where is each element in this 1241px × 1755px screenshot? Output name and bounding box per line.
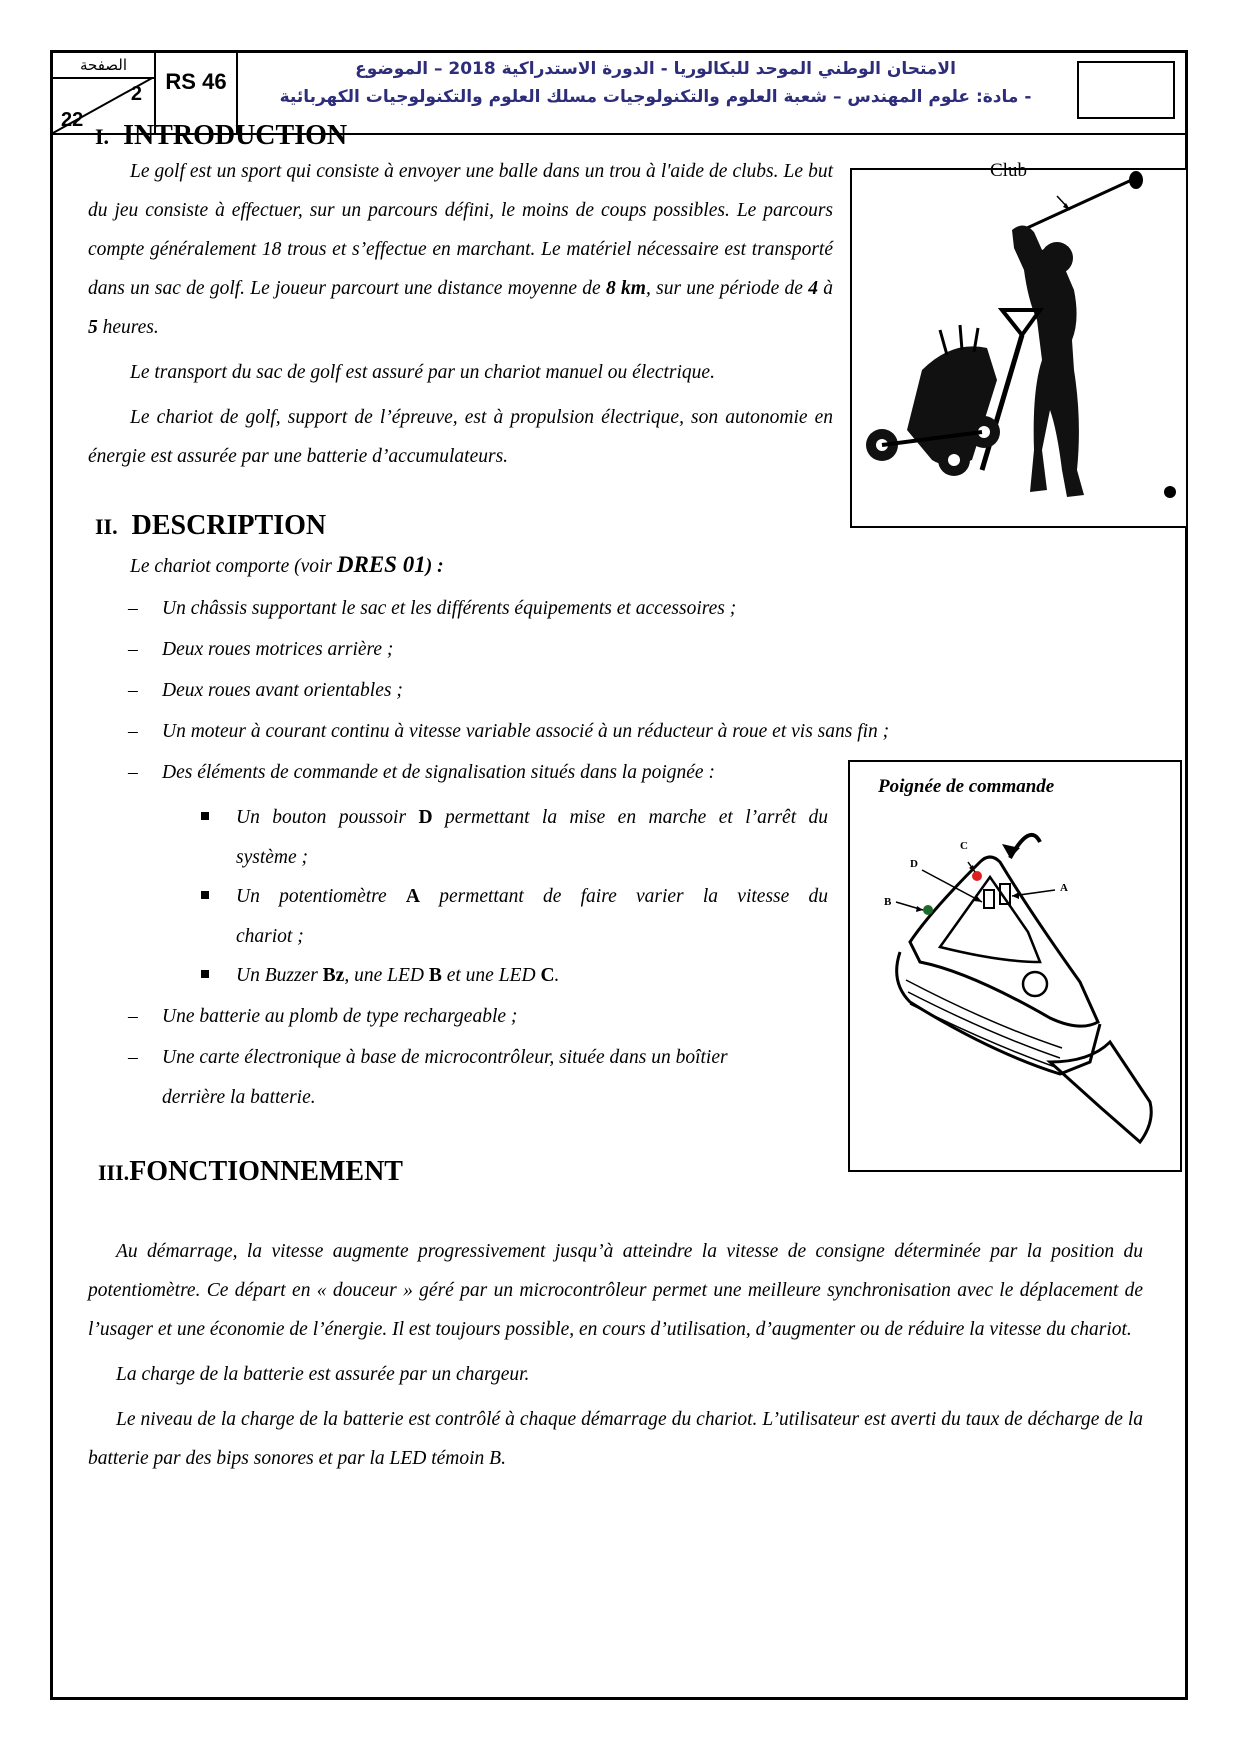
total-pages: 22 — [61, 109, 84, 131]
description-intro-text: Le chariot comporte (voir — [130, 556, 333, 577]
intro-p1-end: heures. — [102, 317, 159, 338]
led-b-dot — [923, 905, 933, 915]
section-1-number: I. — [95, 124, 110, 149]
page-label: الصفحة — [53, 55, 154, 79]
sub-item-text: , une LED — [344, 965, 424, 986]
list-item-text: Des éléments de commande et de signalisation situés dans la poignée : — [162, 762, 715, 783]
pot-a-label: A — [405, 886, 421, 907]
led-b-label: B — [428, 965, 442, 986]
exam-title — [238, 53, 1073, 133]
sub-item-text: . — [554, 965, 560, 986]
handle-illustration — [850, 762, 1180, 1170]
handle-label-c: C — [960, 840, 968, 852]
led-c-dot — [972, 871, 982, 881]
sub-item-pot-line — [236, 877, 828, 916]
intro-p1-mid: , sur une période de — [645, 278, 803, 299]
bullet-square — [201, 812, 209, 820]
bullet-square — [201, 891, 209, 899]
sub-item-text: Un Buzzer — [236, 965, 318, 986]
operation-paragraph-3: Le niveau de la charge de la batterie est contrôlé à chaque démarrage du chariot. L’utilisateur est averti du taux de décharge de la batterie par des bips sonores et par la LED témoin B. — [88, 1409, 1143, 1469]
intro-paragraph-1 — [88, 152, 833, 347]
sub-item-pot-line-2: chariot ; — [236, 926, 304, 947]
list-item-text: Un châssis supportant le sac et les différents équipements et accessoires ; — [162, 598, 737, 619]
sub-item-button-line — [236, 798, 828, 837]
sub-item-text: Un bouton poussoir — [236, 807, 407, 828]
list-item-text: Une batterie au plomb de type rechargeable ; — [162, 1006, 518, 1027]
intro-paragraph-3: Le chariot de golf, support de l’épreuve, est à propulsion électrique, son autonomie en énergie est assurée par une batterie d’accumulateurs. — [88, 407, 833, 467]
handle-label-d: D — [910, 858, 918, 870]
dres-reference: DRES 01 — [336, 552, 426, 577]
golfer-figure — [850, 160, 1188, 528]
exam-title-line-2: - مادة: علوم المهندس – شعبة العلوم والتكنولوجيات مسلك العلوم والتكنولوجيات الكهربائية — [279, 87, 1032, 107]
handle-label-a: A — [1060, 882, 1068, 894]
sub-item-signal-line — [236, 956, 559, 995]
sub-item-button-line-2: système ; — [236, 847, 309, 868]
section-2-heading — [95, 510, 326, 542]
grade-box — [1077, 61, 1175, 119]
operation-paragraph-1: Au démarrage, la vitesse augmente progressivement jusqu’à atteindre la vitesse de consigne déterminée par la position du potentiomètre. Ce départ en « douceur » géré par un microcontrôleur permet une meilleure synchronisation avec le déplacement de l’usager et une économie de l’énergie. Il est toujours possible, en cours d’utilisation, d’augmenter ou de réduire la vitesse du chariot. — [88, 1241, 1143, 1340]
list-item-text: Un moteur à courant continu à vitesse variable associé à un réducteur à roue et vis sans fin ; — [162, 721, 890, 742]
sub-item-text: permettant de faire varier la vitesse du — [439, 886, 829, 907]
handle-figure-title: Poignée de commande — [878, 776, 1055, 797]
sub-item-text: permettant la mise en marche et l’arrêt du — [445, 807, 829, 828]
intro-p1-a: à — [823, 278, 834, 299]
section-3-heading — [98, 1156, 403, 1188]
description-intro-end: ) : — [425, 556, 444, 577]
operation-paragraph-2: La charge de la batterie est assurée par un chargeur. — [116, 1364, 530, 1385]
buzzer-label: Bz — [322, 965, 345, 986]
intro-hours-max: 5 — [88, 317, 98, 338]
list-item-text: Deux roues motrices arrière ; — [162, 639, 394, 660]
section-2-number: II. — [95, 514, 118, 539]
button-d-label: D — [418, 807, 433, 828]
section-1-body — [88, 152, 833, 476]
bullet-square — [201, 970, 209, 978]
list-item-continuation: derrière la batterie. — [162, 1087, 316, 1108]
section-3-title: FONCTIONNEMENT — [129, 1156, 403, 1187]
description-intro — [130, 550, 444, 582]
exam-code: RS 46 — [165, 69, 227, 94]
intro-distance: 8 km — [606, 278, 646, 299]
intro-p1-text: Le golf est un sport qui consiste à envoyer une balle dans un trou à l'aide de clubs. Le but du jeu consiste à effectuer, sur un parcours défini, le moins de coups possibles. Le parcours compte généralement 18 trous et s’effectue en marchant. Le matériel nécessaire est transporté dans un sac de golf. Le joueur parcourt une distance moyenne de — [88, 161, 833, 299]
golfer-illustration — [852, 170, 1186, 526]
handle-label-b: B — [884, 896, 892, 908]
section-2-title: DESCRIPTION — [131, 510, 327, 541]
section-3-body — [88, 1232, 1143, 1478]
intro-paragraph-2: Le transport du sac de golf est assuré par un chariot manuel ou électrique. — [130, 362, 715, 383]
sub-item-text: et une LED — [446, 965, 536, 986]
intro-hours-min: 4 — [808, 278, 818, 299]
section-3-number: III. — [98, 1160, 130, 1185]
club-label: Club — [990, 160, 1027, 181]
led-c-label: C — [540, 965, 555, 986]
list-item-text: Deux roues avant orientables ; — [162, 680, 403, 701]
exam-title-line-1: الامتحان الوطني الموحد للبكالوريا - الدورة الاستدراكية 2018 – الموضوع — [355, 59, 956, 79]
sub-item-text: Un potentiomètre — [236, 886, 387, 907]
section-1-heading — [95, 120, 347, 152]
list-item-text: Une carte électronique à base de microcontrôleur, située dans un boîtier — [162, 1047, 728, 1068]
section-1-title: INTRODUCTION — [123, 120, 348, 151]
handle-figure — [848, 760, 1182, 1172]
page-number: 2 — [130, 83, 142, 105]
